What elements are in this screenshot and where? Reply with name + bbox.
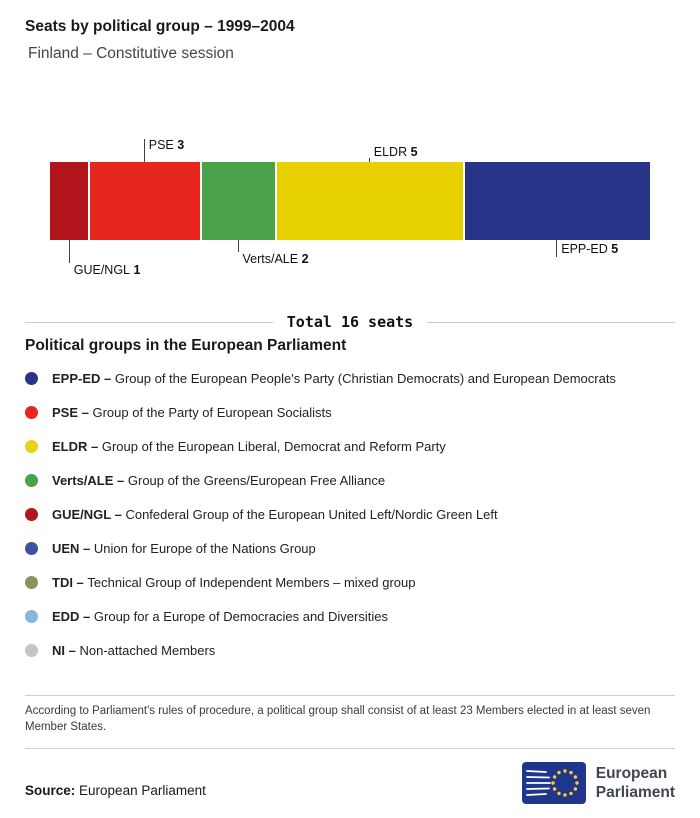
legend-item-eldr xyxy=(25,429,675,463)
ep-flag-icon xyxy=(522,762,586,804)
legend-item-uen xyxy=(25,531,675,565)
bar-segment-eldr xyxy=(275,162,463,240)
bar-segment-epp-ed xyxy=(463,162,651,240)
total-seats-divider xyxy=(25,312,675,332)
source-label: Source: xyxy=(25,783,76,798)
page-title: Seats by political group – 1999–2004 xyxy=(25,18,295,35)
legend-item-label: TDI – Technical Group of Independent Members – mixed group xyxy=(52,574,416,590)
divider-line-right xyxy=(427,322,675,323)
divider-footer-top xyxy=(25,748,675,749)
divider-footnote-top xyxy=(25,695,675,696)
source-line xyxy=(25,783,206,798)
legend-item-pse xyxy=(25,395,675,429)
verts-ale-color-dot xyxy=(25,474,38,487)
legend-item-ni xyxy=(25,633,675,667)
eldr-color-dot xyxy=(25,440,38,453)
legend-item-label: Verts/ALE – Group of the Greens/European Free Alliance xyxy=(52,472,386,488)
bar-segment-gue-ngl xyxy=(50,162,88,240)
legend-item-verts-ale xyxy=(25,463,675,497)
ep-wordmark-line1: European xyxy=(595,765,668,782)
legend-title: Political groups in the European Parliament xyxy=(25,337,347,354)
ep-wordmark xyxy=(596,764,675,802)
legend-items xyxy=(25,361,675,667)
gue-ngl-color-dot xyxy=(25,508,38,521)
segment-label-verts-ale: Verts/ALE 2 xyxy=(242,252,309,266)
label-tick-pse xyxy=(144,139,145,162)
uen-color-dot xyxy=(25,542,38,555)
pse-color-dot xyxy=(25,406,38,419)
segment-label-eldr: ELDR 5 xyxy=(373,145,418,159)
divider-line-left xyxy=(25,322,273,323)
legend-item-label: UEN – Union for Europe of the Nations Group xyxy=(52,540,316,556)
ni-color-dot xyxy=(25,644,38,657)
bar-segment-verts-ale xyxy=(200,162,275,240)
tdi-color-dot xyxy=(25,576,38,589)
label-tick-verts-ale xyxy=(238,240,239,252)
edd-color-dot xyxy=(25,610,38,623)
seats-stacked-bar-chart xyxy=(0,115,700,300)
legend-item-label: GUE/NGL – Confederal Group of the European United Left/Nordic Green Left xyxy=(52,506,498,522)
epp-ed-color-dot xyxy=(25,372,38,385)
segment-label-pse: PSE 3 xyxy=(148,138,185,152)
label-tick-epp-ed xyxy=(556,240,557,257)
legend-item-edd xyxy=(25,599,675,633)
segment-label-epp-ed: EPP-ED 5 xyxy=(561,242,619,256)
ep-wordmark-line2: Parliament xyxy=(595,784,675,801)
legend-item-epp-ed xyxy=(25,361,675,395)
header xyxy=(25,18,675,63)
label-tick-gue-ngl xyxy=(69,240,70,263)
source-value: European Parliament xyxy=(79,783,206,798)
total-seats-label: Total 16 seats xyxy=(286,313,414,331)
footnote: According to Parliament's rules of procedure, a political group shall consist of at least 23 Members elected in at least seven Member States. xyxy=(25,705,651,733)
european-parliament-logo xyxy=(522,762,675,804)
legend-item-label: PSE – Group of the Party of European Socialists xyxy=(52,404,332,420)
legend-item-gue-ngl xyxy=(25,497,675,531)
legend-item-label: EPP-ED – Group of the European People's Party (Christian Democrats) and European Democrats xyxy=(52,370,616,386)
legend-item-label: NI – Non-attached Members xyxy=(52,642,216,658)
segment-label-gue-ngl: GUE/NGL 1 xyxy=(73,263,141,277)
label-tick-eldr xyxy=(369,158,370,162)
page-subtitle: Finland – Constitutive session xyxy=(28,45,234,62)
legend-item-label: ELDR – Group of the European Liberal, Democrat and Reform Party xyxy=(52,438,446,454)
bar-segment-pse xyxy=(88,162,201,240)
legend xyxy=(25,337,675,667)
legend-item-tdi xyxy=(25,565,675,599)
legend-item-label: EDD – Group for a Europe of Democracies and Diversities xyxy=(52,608,388,624)
